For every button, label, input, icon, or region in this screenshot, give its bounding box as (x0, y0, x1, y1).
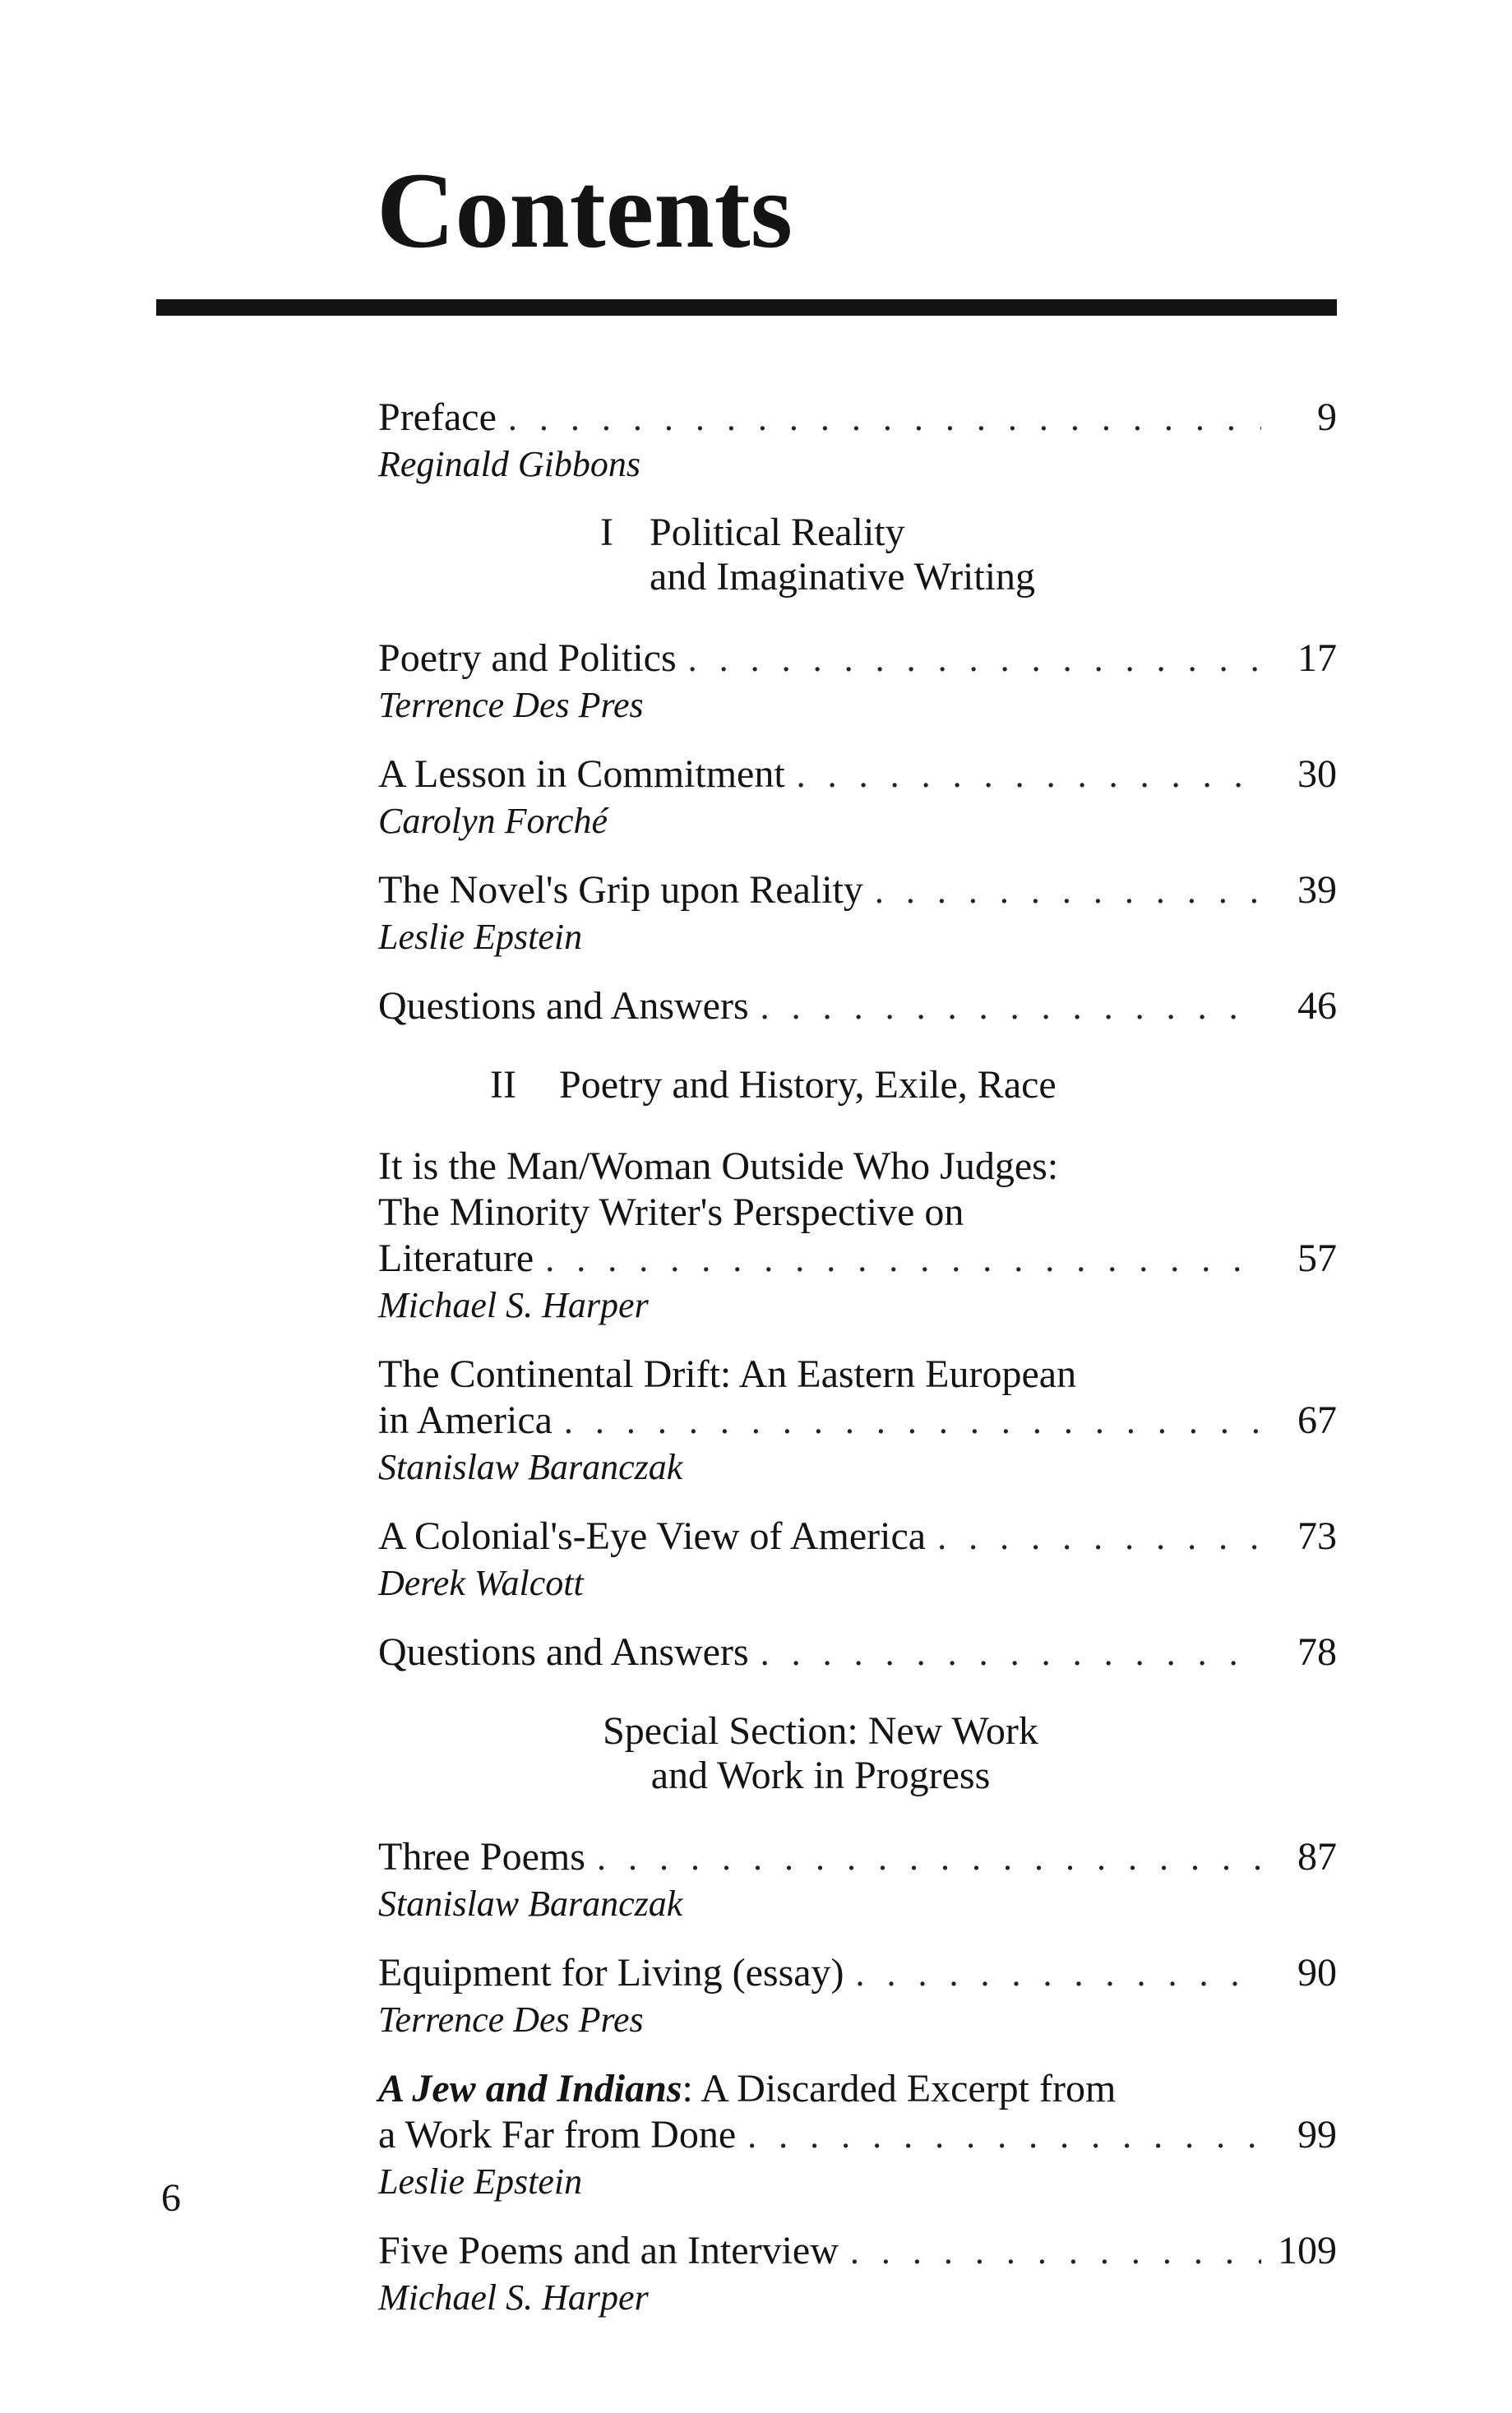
page-number: 6 (161, 2176, 181, 2220)
toc-entry-author: Leslie Epstein (378, 917, 583, 957)
toc-entry-preface[interactable] (378, 395, 1337, 486)
toc-entry[interactable] (378, 1834, 1337, 1925)
toc-entry-line (378, 2228, 1337, 2275)
toc-entry-title: Literature (378, 1237, 534, 1280)
toc-entry[interactable] (378, 1144, 1337, 1327)
toc-entry-line (378, 983, 1337, 1030)
dot-leader (597, 1835, 1261, 1881)
section-number: I (600, 511, 613, 554)
toc-entry-title: Preface (378, 395, 497, 439)
dot-leader (747, 2113, 1261, 2159)
toc-entry-author: Michael S. Harper (378, 2277, 649, 2318)
section-title-line: Political Reality (650, 511, 905, 554)
toc-entry-author: Terrence Des Pres (378, 1999, 644, 2040)
toc-entry-author: Derek Walcott (378, 1563, 584, 1603)
toc-entry-title: A Lesson in Commitment (378, 752, 785, 796)
toc-entry-page: 99 (1297, 2113, 1337, 2156)
toc-entry-title-line: It is the Man/Woman Outside Who Judges: (378, 1144, 1059, 1188)
toc-entry-line (378, 1950, 1337, 1997)
toc-entry-line (378, 2112, 1337, 2159)
toc-entry-page: 30 (1297, 752, 1337, 796)
toc-entry-author: Carolyn Forché (378, 801, 608, 841)
section-title-line: Poetry and History, Exile, Race (559, 1063, 1057, 1107)
toc-entry-line (378, 1514, 1337, 1560)
page-title: Contents (377, 150, 793, 270)
toc-entry-line (378, 1629, 1337, 1676)
toc-entry-page: 78 (1297, 1630, 1337, 1674)
toc-entry-line (378, 867, 1337, 914)
toc-entry-line (378, 751, 1337, 798)
toc-entry-title: a Work Far from Done (378, 2113, 737, 2156)
toc-entry-page: 67 (1297, 1398, 1337, 1442)
toc-entry[interactable] (378, 636, 1337, 727)
toc-entry-title-rest: : A Discarded Excerpt from (682, 2067, 1117, 2110)
toc-entry[interactable] (378, 1352, 1337, 1489)
toc-entry-title: Three Poems (378, 1835, 585, 1879)
toc-entry[interactable] (378, 751, 1337, 843)
title-rule (156, 299, 1337, 316)
toc-entry[interactable] (378, 1629, 1337, 1676)
dot-leader (761, 984, 1261, 1030)
toc-entry-line (378, 636, 1337, 682)
toc-entry-author: Stanislaw Baranczak (378, 1447, 683, 1487)
toc-entry-title: Equipment for Living (essay) (378, 1951, 844, 1995)
toc-entry-title: Questions and Answers (378, 1630, 749, 1674)
section-title-line: and Work in Progress (650, 1754, 991, 1797)
toc-entry-title: The Novel's Grip upon Reality (378, 868, 863, 912)
toc-entry-page: 17 (1297, 636, 1337, 680)
toc-entry-line (378, 395, 1337, 441)
dot-leader (856, 1951, 1261, 1997)
toc-entry[interactable] (378, 1950, 1337, 2041)
dot-leader (688, 636, 1261, 682)
toc-entry-page: 90 (1297, 1951, 1337, 1995)
toc-entry-title: Questions and Answers (378, 984, 749, 1028)
section-title-line: Special Section: New Work (603, 1709, 1038, 1753)
toc-entry-page: 73 (1297, 1514, 1337, 1558)
toc-entry-title: in America (378, 1398, 553, 1442)
dot-leader (545, 1237, 1261, 1283)
dot-leader (875, 868, 1261, 914)
toc-entry-title: Poetry and Politics (378, 636, 677, 680)
section-heading-1 (378, 511, 1337, 599)
toc-entry-page: 46 (1297, 984, 1337, 1028)
toc-entry[interactable] (378, 2066, 1337, 2203)
toc-entry-page: 9 (1317, 395, 1337, 439)
toc-entry-line (378, 1236, 1337, 1283)
toc-entry-italic-title: A Jew and Indians (378, 2067, 682, 2110)
toc-entry-author: Reginald Gibbons (378, 444, 640, 484)
toc-entry-line (378, 1834, 1337, 1881)
dot-leader (761, 1630, 1261, 1676)
dot-leader (564, 1398, 1261, 1445)
toc-entry[interactable] (378, 2228, 1337, 2319)
toc-entry-page: 87 (1297, 1835, 1337, 1879)
section-number: II (490, 1063, 516, 1107)
toc-entry-author: Terrence Des Pres (378, 685, 644, 725)
toc-entry-author: Michael S. Harper (378, 1285, 649, 1325)
toc-entry-author: Leslie Epstein (378, 2161, 583, 2202)
toc-entry-line (378, 1398, 1337, 1445)
dot-leader (850, 2229, 1261, 2275)
toc-entry-title: Five Poems and an Interview (378, 2229, 839, 2272)
toc-entry-page: 57 (1297, 1237, 1337, 1280)
toc-entry-page: 109 (1278, 2229, 1337, 2272)
toc-entry-title-line: The Continental Drift: An Eastern European (378, 1352, 1077, 1396)
toc-entry-title: A Colonial's-Eye View of America (378, 1514, 927, 1558)
toc-entry-title-line: The Minority Writer's Perspective on (378, 1190, 964, 1234)
section-title-line: and Imaginative Writing (650, 555, 1036, 599)
toc-entry-author: Stanislaw Baranczak (378, 1884, 683, 1924)
toc-entry[interactable] (378, 983, 1337, 1030)
section-heading-2 (378, 1063, 1337, 1107)
toc-entry[interactable] (378, 867, 1337, 959)
section-heading-3 (378, 1709, 1337, 1798)
table-of-contents (378, 395, 1337, 2319)
toc-entry[interactable] (378, 1514, 1337, 1605)
toc-entry-title-line (378, 2066, 1337, 2112)
dot-leader (797, 752, 1261, 798)
dot-leader (508, 395, 1261, 441)
toc-entry-page: 39 (1297, 868, 1337, 912)
dot-leader (937, 1514, 1261, 1560)
